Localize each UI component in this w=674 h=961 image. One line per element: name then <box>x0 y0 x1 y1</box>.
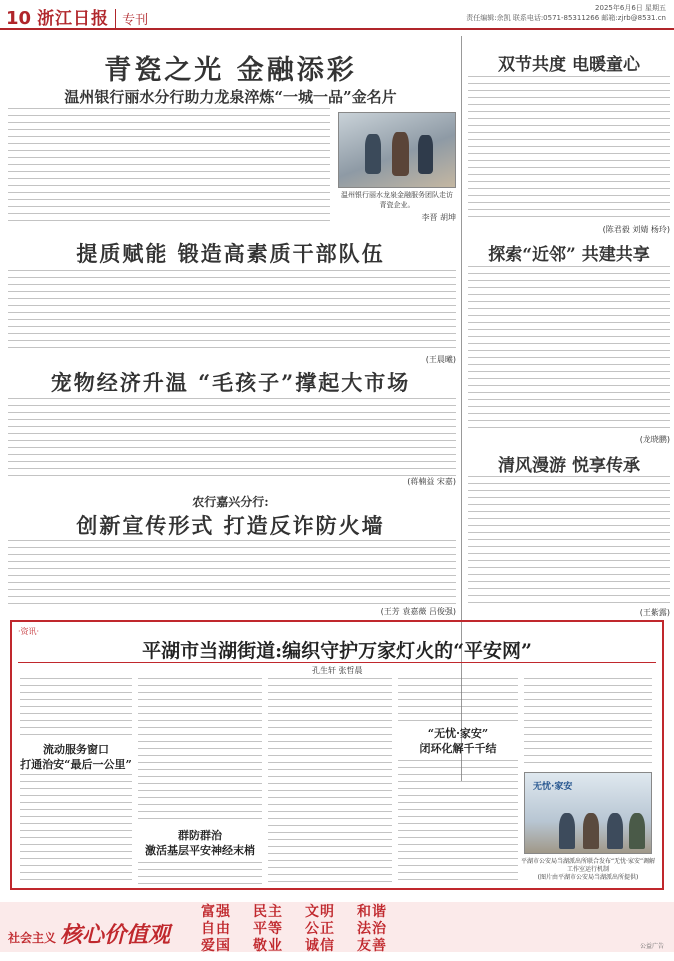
side-s2-body <box>468 266 670 432</box>
article-a2-body <box>8 270 456 354</box>
footer-ad <box>0 896 674 961</box>
headline-a4: 创新宣传形式 打造反诈防火墙 <box>76 513 385 538</box>
headline-a3: 宠物经济升温 “毛孩子”撑起大市场 <box>50 370 411 395</box>
feature-tag: ·资讯· <box>18 627 40 636</box>
feature-subhead-2: 群防群治 激活基层平安神经末梢 <box>145 829 255 857</box>
footer-ad-label: 社会主义 <box>8 931 57 945</box>
core-value: 民主 <box>253 904 283 920</box>
feature-box <box>10 620 664 890</box>
feature-rule <box>18 662 656 663</box>
side-headline-s1: 双节共度 电暖童心 <box>498 55 640 75</box>
kicker-a4: 农行嘉兴分行: <box>192 495 269 509</box>
feature-title: 平湖市当湖街道:编织守护万家灯火的“平安网” <box>142 640 532 662</box>
article-a1-byline: 李晋 胡坤 <box>421 213 456 222</box>
feature-col4-bottom <box>398 760 518 886</box>
core-value: 诚信 <box>305 938 335 954</box>
page-number: 10 <box>6 8 32 29</box>
feature-col1-top <box>20 678 132 736</box>
article-a4-body <box>8 540 456 606</box>
feature-col4-top <box>398 678 518 724</box>
footer-ad-credit: 公益广告 <box>639 943 664 950</box>
core-values-grid <box>194 904 394 955</box>
masthead <box>0 0 674 30</box>
article-a1-photo-caption: 温州银行丽水龙泉金融服务团队走访青瓷企业。 <box>341 191 453 209</box>
side-headline-s2: 探索“近邻” 共建共享 <box>488 245 650 265</box>
side-s3-body <box>468 476 670 608</box>
side-headline-s3: 清风漫游 悦享传承 <box>498 456 640 476</box>
article-a1-body <box>8 108 330 226</box>
feature-col1-bottom <box>20 774 132 886</box>
feature-photo-credit: (图片由平湖市公安局当湖派出所提供) <box>537 874 639 881</box>
side-s1-body <box>468 76 670 222</box>
article-a3-body <box>8 398 456 482</box>
footer-ad-core: 核心价值观 <box>60 922 171 948</box>
core-value: 平等 <box>253 921 283 937</box>
feature-photo-caption: 平湖市公安局当湖派出所联合发布“无忧·家安”调解工作室运行机制 <box>520 858 656 873</box>
subheadline-a1: 温州银行丽水分行助力龙泉淬炼“一城一品”金名片 <box>64 88 397 106</box>
masthead-right <box>466 3 666 23</box>
section-name: 专刊 <box>115 9 148 28</box>
footer-ad-slogan <box>8 918 170 949</box>
core-value: 敬业 <box>253 938 283 954</box>
core-value: 文明 <box>305 904 335 920</box>
feature-byline: 孔生轩 张哲晨 <box>312 666 363 675</box>
core-value: 友善 <box>357 938 387 954</box>
core-value: 公正 <box>305 921 335 937</box>
feature-col2-bottom <box>138 862 262 886</box>
article-a1-photo <box>338 112 456 188</box>
paper-name: 浙江日报 <box>37 9 110 29</box>
headline-a2: 提质赋能 锻造高素质干部队伍 <box>76 241 385 266</box>
headline-a1: 青瓷之光 金融添彩 <box>104 55 357 86</box>
feature-col3 <box>268 678 392 886</box>
core-value: 富强 <box>201 904 231 920</box>
feature-subhead-3: “无忧·家安” 闭环化解千千结 <box>419 727 497 755</box>
masthead-left <box>6 4 148 29</box>
core-value: 自由 <box>201 921 231 937</box>
side-s3-byline: (王紫露) <box>639 608 670 617</box>
feature-col2-top <box>138 678 262 822</box>
feature-photo <box>524 772 652 854</box>
issue-date: 2025年6月6日 星期五 <box>595 4 666 12</box>
feature-subhead-1: 流动服务窗口 打通治安“最后一公里” <box>20 743 132 771</box>
article-a3-byline: (蒋楠益 宋嘉) <box>407 477 456 486</box>
feature-photo-banner: 无忧·家安 <box>533 782 573 792</box>
article-a2-byline: (王晨曦) <box>425 355 456 364</box>
side-s2-byline: (龙晓鹏) <box>639 435 670 444</box>
editor-info: 责任编辑:余凯 联系电话:0571-85311266 邮箱:zjrb@8531.cn <box>466 14 666 22</box>
core-value: 和谐 <box>357 904 387 920</box>
core-value: 爱国 <box>201 938 231 954</box>
article-a4-byline: (王芳 袁嘉薇 吕俊强) <box>380 607 456 616</box>
footer-ad-band <box>0 902 674 952</box>
side-s1-byline: (陈君毅 刘婧 杨玲) <box>602 225 670 234</box>
core-value: 法治 <box>357 921 387 937</box>
feature-col5-top <box>524 678 652 766</box>
